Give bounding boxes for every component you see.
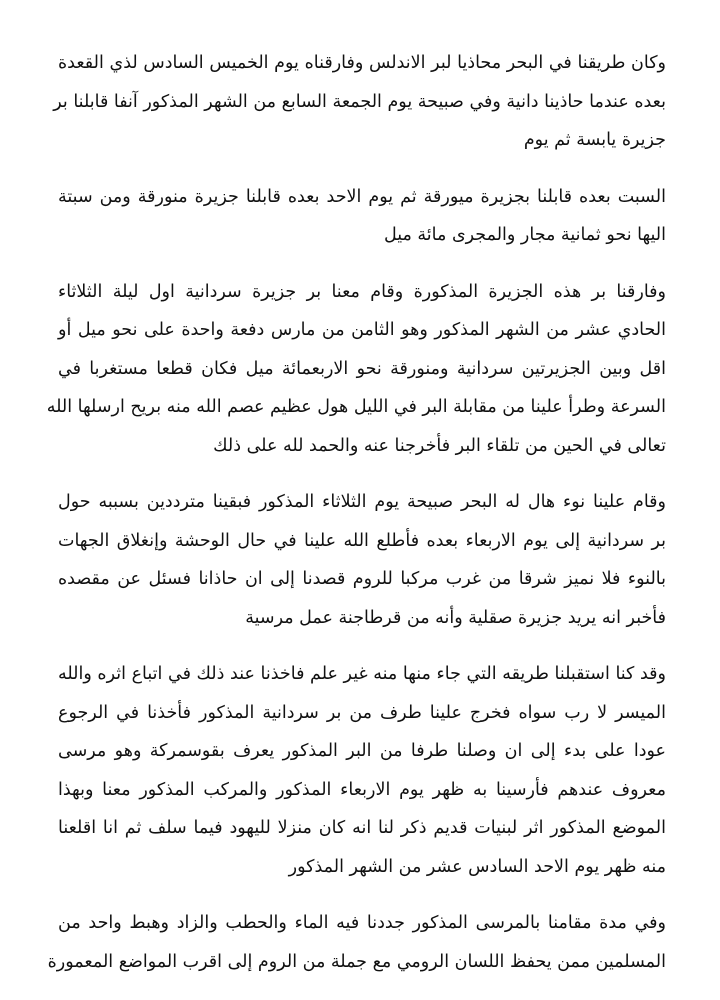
paragraph-line: جزيرة يابسة ثم يوم xyxy=(523,130,666,150)
paragraph-4 xyxy=(58,483,666,637)
paragraph-line: وفي مدة مقامنا بالمرسى المذكور جددنا فيه الماء والحطب والزاد وهبط واحد من xyxy=(58,913,666,933)
paragraph-line: وقام علينا نوء هال له البحر صبيحة يوم الثلاثاء المذكور فبقينا مترددين بسببه حول xyxy=(58,492,666,512)
paragraph-line: بعده عندما حاذينا دانية وفي صبيحة يوم الجمعة السابع من الشهر المذكور آنفا قابلنا بر xyxy=(53,91,666,112)
paragraph-line: بر سردانية إلى يوم الاربعاء بعده فأطلع الله علينا في حال الوحشة وإنغلاق الجهات xyxy=(58,530,666,551)
paragraph-3 xyxy=(46,273,666,466)
paragraph-1 xyxy=(53,44,666,160)
paragraph-2 xyxy=(58,178,666,255)
paragraph-line: وفارقنا بر هذه الجزيرة المذكورة وقام معنا بر جزيرة سردانية اول ليلة الثلاثاء xyxy=(58,281,666,302)
paragraph-line: تعالى في الحين من تلقاء البر فأخرجنا عنه والحمد لله على ذلك xyxy=(213,435,666,456)
paragraph-5 xyxy=(58,655,666,886)
paragraph-6 xyxy=(47,904,666,981)
paragraph-line: الحادي عشر من الشهر المذكور وهو الثامن من مارس دفعة واحدة على نحو ميل أو xyxy=(58,320,666,340)
paragraph-line: فأخبر انه يريد جزيرة صقلية وأنه من قرطاجنة عمل مرسية xyxy=(245,607,666,628)
paragraph-line: معروف عندهم فأرسينا به ظهر يوم الاربعاء المذكور والمركب المذكور معنا وبهذا xyxy=(58,779,666,800)
paragraph-line: الميسر لا رب سواه فخرج علينا طرف من بر سردانية المذكور فأخذنا في الرجوع xyxy=(58,702,666,723)
paragraph-line: منه ظهر يوم الاحد السادس عشر من الشهر المذكور xyxy=(288,856,666,877)
paragraph-line: وكان طريقنا في البحر محاذيا لبر الاندلس وفارقناه يوم الخميس السادس لذي القعدة xyxy=(58,53,666,73)
paragraph-line: عودا على بدء إلى ان وصلنا طرفا من البر المذكور يعرف بقوسمركة وهو مرسى xyxy=(58,741,666,761)
paragraph-line: بالنوء فلا نميز شرقا من غرب مركبا للروم قصدنا إلى ان حاذانا فسئل عن مقصده xyxy=(58,569,666,589)
paragraph-line: وقد كنا استقبلنا طريقه التي جاء منها منه غير علم فاخذنا عند ذلك في اتباع اثره والله xyxy=(58,664,666,684)
paragraph-line: السبت بعده قابلنا بجزيرة ميورقة ثم يوم الاحد بعده قابلنا جزيرة منورقة ومن سبتة xyxy=(58,186,666,207)
paragraph-line: السرعة وطرأ علينا من مقابلة البر في الليل هول عظيم عصم الله منه بريح ارسلها الله xyxy=(46,397,666,417)
paragraph-line: اقل وبين الجزيرتين سردانية ومنورقة نحو الاربعمائة ميل فكان قطعا مستغربا في xyxy=(58,358,666,379)
paragraph-line: الموضع المذكور اثر لبنيات قديم ذكر لنا انه كان منزلا لليهود فيما سلف ثم انا اقلعنا xyxy=(58,818,666,838)
paragraph-line: المسلمين ممن يحفظ اللسان الرومي مع جملة من الروم إلى اقرب المواضع المعمورة xyxy=(47,951,666,972)
paragraph-line: اليها نحو ثمانية مجار والمجرى مائة ميل xyxy=(383,225,666,245)
